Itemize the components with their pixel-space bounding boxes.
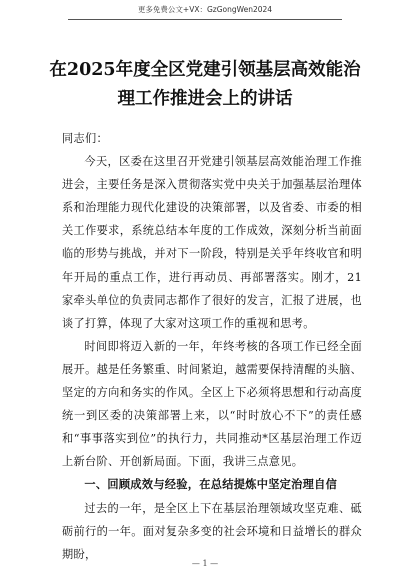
- paragraph: 过去的一年，是全区上下在基层治理领域攻坚克难、砥砺前行的一年。面对复杂多变的社会环境和日益增长的群众期盼，: [62, 501, 362, 561]
- document-title: [0, 56, 410, 114]
- title-line-1: 在2025年度全区党建引领基层高效能治: [49, 60, 361, 80]
- page-header: 更多免费公文+VX：GzGongWen2024: [137, 5, 273, 14]
- paragraph: 时间即将迈入新的一年，年终考核的各项工作已经全面展开。越是任务繁重、时间紧迫，越需要保持清醒的头脑、坚定的方向和务实的作风。全区上下必须将思想和行动高度统一到区委的决策部署上来，以“时时放心不下”的责任感和“事事落实到位”的执行力，共同推动*区基层治理工作迈上新台阶、开创新局面。下面，我讲三点意见。: [62, 339, 362, 469]
- section-heading: 一、回顾成效与经验，在总结提炼中坚定治理自信: [84, 478, 338, 492]
- page-number: — 1 —: [191, 559, 219, 568]
- document-body: [62, 127, 362, 566]
- header-divider: [68, 19, 342, 20]
- paragraph: 今天，区委在这里召开党建引领基层高效能治理工作推进会，主要任务是深入贯彻落实党中央关于加强基层治理体系和治理能力现代化建设的决策部署，以及省委、市委的相关工作要求，系统总结本年度的工作成效，深刻分析当前面临的形势与挑战，并对下一阶段，特别是关乎年终收官和明年开局的重点工作，进行再动员、再部署落实。刚才，21家牵头单位的负责同志都作了很好的发言，汇报了进展，也谈了打算，体现了大家对这项工作的重视和思考。: [62, 155, 362, 330]
- title-line-2: 理工作推进会上的讲话: [117, 89, 293, 109]
- salutation: 同志们：: [62, 132, 108, 145]
